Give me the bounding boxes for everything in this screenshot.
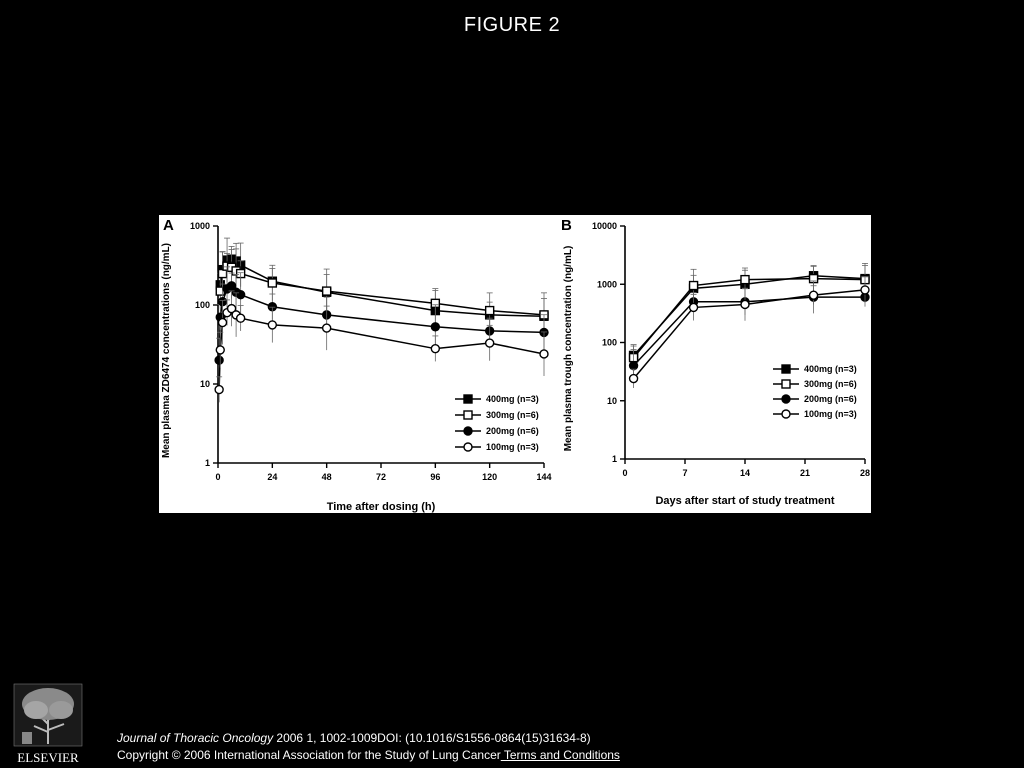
- data-point: [861, 286, 869, 294]
- data-point: [486, 307, 494, 315]
- legend-label: 200mg (n=6): [486, 426, 539, 436]
- data-point: [486, 339, 494, 347]
- legend-label: 200mg (n=6): [804, 394, 857, 404]
- y-tick-label: 10000: [591, 221, 617, 231]
- data-point: [540, 350, 548, 358]
- legend-label: 100mg (n=3): [804, 409, 857, 419]
- x-tick-label: 24: [267, 472, 278, 482]
- data-point: [810, 291, 818, 299]
- data-point: [741, 276, 749, 284]
- legend-marker: [782, 365, 790, 373]
- series-line: [634, 279, 865, 358]
- x-axis-label: Time after dosing (h): [326, 501, 436, 513]
- copyright-text: Copyright © 2006 International Association for the Study of Lung Cancer: [117, 748, 501, 762]
- y-axis-label: Mean plasma ZD6474 concentrations (ng/mL): [161, 242, 172, 459]
- legend-marker: [464, 411, 472, 419]
- figure-chart-canvas: [159, 215, 871, 513]
- y-tick-label: 1: [611, 454, 617, 464]
- legend-label: 100mg (n=3): [486, 442, 539, 452]
- legend-marker: [464, 443, 472, 451]
- data-point: [219, 319, 227, 327]
- data-point: [323, 324, 331, 332]
- x-tick-label: 144: [536, 472, 552, 482]
- panel-label: B: [561, 217, 572, 234]
- data-point: [431, 323, 439, 331]
- slide-title: FIGURE 2: [463, 14, 561, 36]
- data-point: [268, 279, 276, 287]
- data-point: [215, 356, 223, 364]
- legend-label: 300mg (n=6): [804, 379, 857, 389]
- data-point: [323, 287, 331, 295]
- journal-name: Journal of Thoracic Oncology: [117, 731, 274, 745]
- x-tick-label: 7: [682, 468, 688, 478]
- data-point: [630, 375, 638, 383]
- elsevier-logo: [8, 680, 88, 766]
- citation-details: 2006 1, 1002-1009DOI: (10.1016/S1556-0864(15)31634-8): [273, 731, 591, 745]
- y-tick-label: 1: [204, 458, 210, 468]
- x-tick-label: 14: [739, 468, 751, 478]
- x-tick-label: 48: [321, 472, 332, 482]
- legend-label: 300mg (n=6): [486, 410, 539, 420]
- copyright: [117, 748, 620, 763]
- data-point: [237, 314, 245, 322]
- data-point: [215, 386, 223, 394]
- x-axis-label: Days after start of study treatment: [655, 495, 835, 507]
- x-tick-label: 72: [375, 472, 387, 482]
- legend-marker: [782, 380, 790, 388]
- y-axis-label: Mean plasma trough concentration (ng/mL): [563, 245, 574, 452]
- data-point: [630, 362, 638, 370]
- x-tick-label: 0: [622, 468, 628, 478]
- y-tick-label: 1000: [596, 279, 617, 290]
- data-point: [268, 321, 276, 329]
- data-point: [216, 346, 224, 354]
- data-point: [237, 291, 245, 299]
- legend-marker: [782, 395, 790, 403]
- elsevier-logo-text: ELSEVIER: [17, 750, 79, 765]
- terms-and-conditions-link[interactable]: Terms and Conditions: [500, 748, 620, 762]
- y-tick-label: 10: [606, 395, 617, 406]
- y-tick-label: 100: [194, 300, 210, 310]
- data-point: [690, 282, 698, 290]
- citation: [117, 731, 591, 746]
- x-tick-label: 120: [482, 472, 498, 482]
- legend-label: 400mg (n=3): [486, 394, 539, 404]
- y-tick-label: 100: [601, 337, 617, 348]
- figure-panel: [159, 215, 871, 513]
- legend-marker: [782, 410, 790, 418]
- data-point: [431, 345, 439, 353]
- series-line: [634, 297, 865, 366]
- data-point: [741, 300, 749, 308]
- legend-marker: [464, 395, 472, 403]
- x-tick-label: 0: [215, 472, 221, 482]
- x-tick-label: 28: [859, 468, 871, 478]
- x-tick-label: 96: [430, 472, 441, 482]
- x-tick-label: 21: [799, 468, 811, 478]
- legend-marker: [464, 427, 472, 435]
- panel-label: A: [163, 217, 174, 234]
- legend-label: 400mg (n=3): [804, 364, 857, 374]
- y-tick-label: 10: [199, 379, 210, 389]
- data-point: [690, 303, 698, 311]
- y-tick-label: 1000: [189, 221, 210, 231]
